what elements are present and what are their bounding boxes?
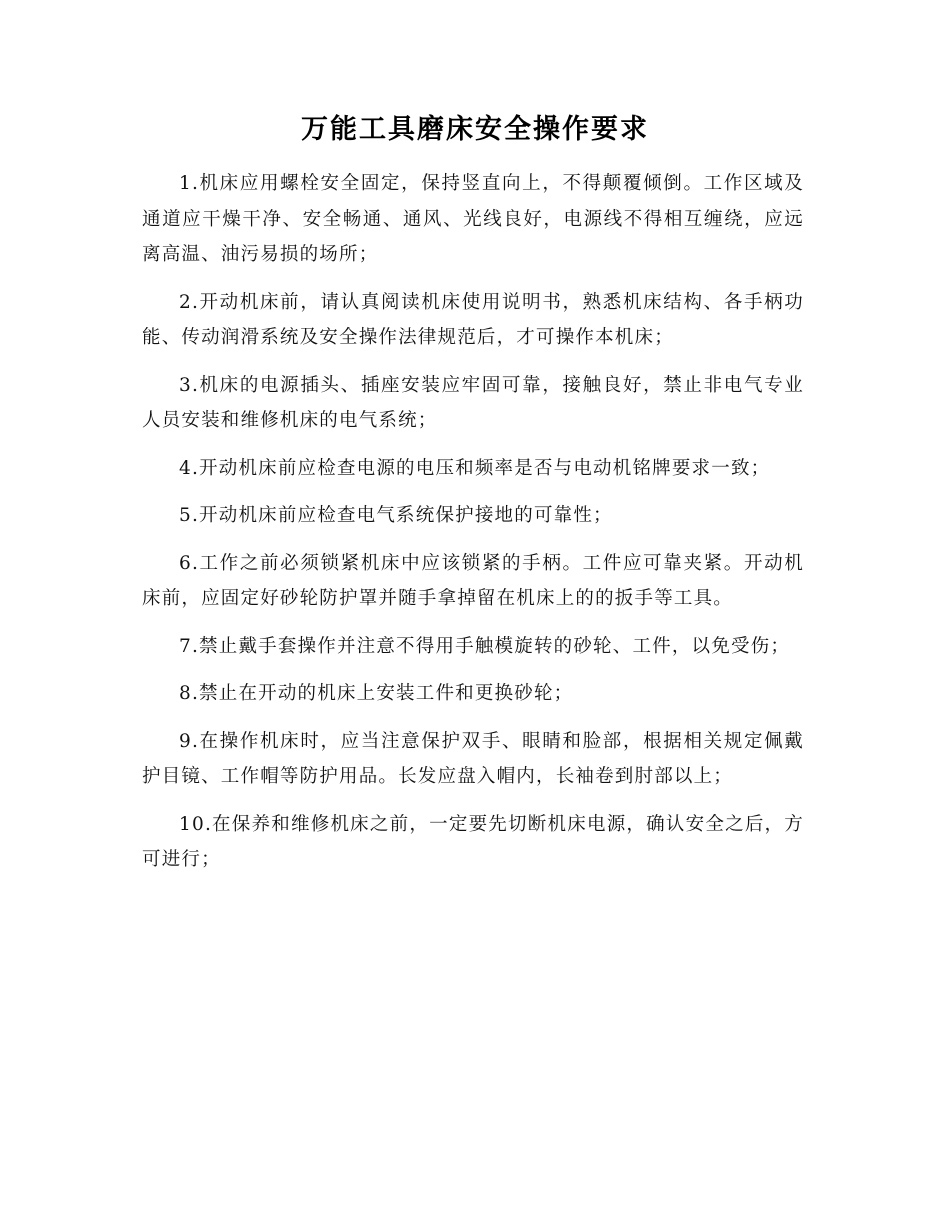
paragraph-2: 2.开动机床前，请认真阅读机床使用说明书，熟悉机床结构、各手柄功能、传动润滑系统及安全操作法律规范后，才可操作本机床； [142, 291, 804, 348]
paragraph-3: 3.机床的电源插头、插座安装应牢固可靠，接触良好，禁止非电气专业人员安装和维修机床的电气系统； [142, 374, 804, 431]
paragraph-6: 6.工作之前必须锁紧机床中应该锁紧的手柄。工件应可靠夹紧。开动机床前，应固定好砂轮防护罩并随手拿掉留在机床上的的扳手等工具。 [142, 552, 804, 609]
paragraph-10: 10.在保养和维修机床之前，一定要先切断机床电源，确认安全之后，方可进行； [142, 813, 804, 870]
document-title: 万能工具磨床安全操作要求 [301, 114, 649, 145]
paragraph-1: 1.机床应用螺栓安全固定，保持竖直向上，不得颠覆倾倒。工作区域及通道应干燥干净、安全畅通、通风、光线良好，电源线不得相互缠绕，应远离高温、油污易损的场所； [142, 173, 804, 265]
paragraph-5: 5.开动机床前应检查电气系统保护接地的可靠性； [179, 505, 613, 526]
document-body [142, 166, 804, 890]
paragraph-9: 9.在操作机床时，应当注意保护双手、眼睛和脸部，根据相关规定佩戴护目镜、工作帽等防护用品。长发应盘入帽内，长袖卷到肘部以上； [142, 730, 804, 787]
paragraph-4: 4.开动机床前应检查电源的电压和频率是否与电动机铭牌要求一致； [179, 457, 771, 479]
paragraph-7: 7.禁止戴手套操作并注意不得用手触模旋转的砂轮、工件，以免受伤； [179, 635, 791, 657]
paragraph-8: 8.禁止在开动的机床上安装工件和更换砂轮； [179, 683, 574, 704]
